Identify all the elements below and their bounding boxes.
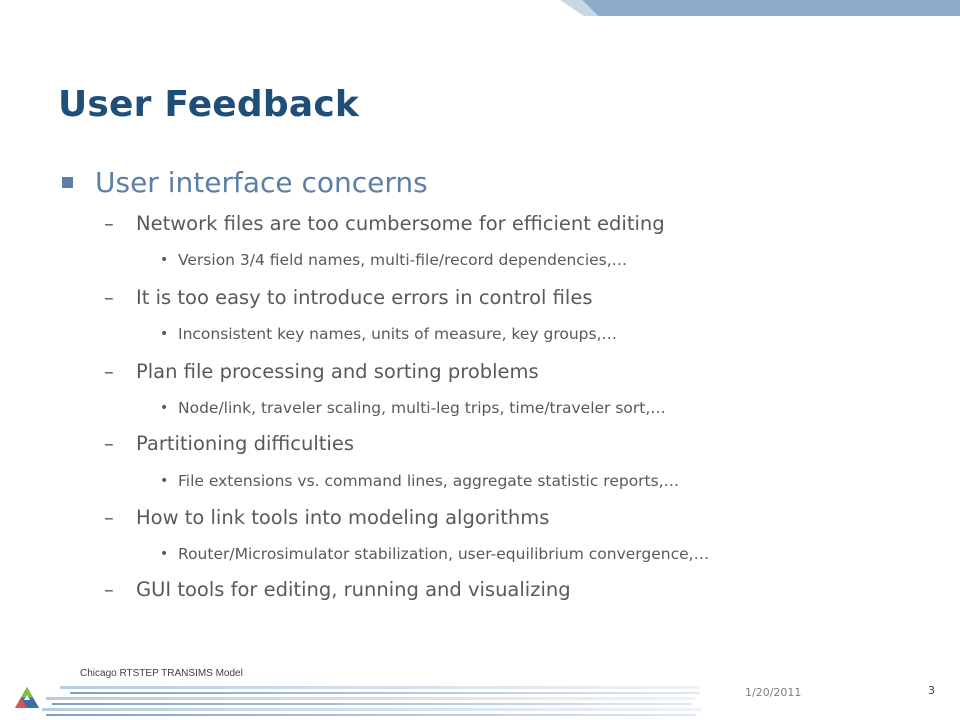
dash-item-text: How to link tools into modeling algorithms <box>136 505 550 529</box>
bullet-item <box>160 542 709 566</box>
dash-item-text: It is too easy to introduce errors in control files <box>136 285 593 309</box>
dash-item <box>104 208 665 238</box>
bullet-item <box>160 469 679 493</box>
square-bullet-icon <box>62 177 73 188</box>
dash-item <box>104 502 549 532</box>
top-decoration-band <box>0 0 960 16</box>
bullet-item <box>160 322 617 346</box>
bullet-item-text: Router/Microsimulator stabilization, user-equilibrium convergence,… <box>178 545 710 563</box>
footer-date: 1/20/2011 <box>745 686 802 699</box>
dash-item-text: Network files are too cumbersome for efficient editing <box>136 211 665 235</box>
dash-marker: – <box>104 211 114 235</box>
dash-item-text: Plan file processing and sorting problems <box>136 359 539 383</box>
dash-item <box>104 574 571 604</box>
page-number: 3 <box>928 684 935 697</box>
footer-label: Chicago RTSTEP TRANSIMS Model <box>80 668 243 679</box>
dash-item <box>104 428 354 458</box>
bullet-item-text: File extensions vs. command lines, aggregate statistic reports,… <box>178 472 680 490</box>
bullet-item-text: Node/link, traveler scaling, multi-leg trips, time/traveler sort,… <box>178 399 666 417</box>
bullet-item-text: Version 3/4 field names, multi-file/record dependencies,… <box>178 251 628 269</box>
slide-title: User Feedback <box>58 84 360 125</box>
dash-marker: – <box>104 505 114 529</box>
dash-marker: – <box>104 577 114 601</box>
dash-marker: – <box>104 431 114 455</box>
dash-item <box>104 356 539 386</box>
bottom-decoration-band <box>0 680 960 720</box>
dash-marker: – <box>104 359 114 383</box>
dash-item-text: GUI tools for editing, running and visualizing <box>136 577 571 601</box>
bullet-dot-icon: • <box>160 546 169 562</box>
bullet-dot-icon: • <box>160 473 169 489</box>
bullet-dot-icon: • <box>160 400 169 416</box>
bullet-item-text: Inconsistent key names, units of measure, key groups,… <box>178 325 618 343</box>
bullet-dot-icon: • <box>160 326 169 342</box>
bullet-dot-icon: • <box>160 252 169 268</box>
dash-item <box>104 282 592 312</box>
bullet-item <box>160 248 627 272</box>
bullet-level1 <box>62 162 428 202</box>
bullet-level1-text: User interface concerns <box>95 165 428 199</box>
dash-item-text: Partitioning difficulties <box>136 431 354 455</box>
bullet-item <box>160 396 666 420</box>
dash-marker: – <box>104 285 114 309</box>
argonne-triangle-logo-icon <box>14 686 40 710</box>
